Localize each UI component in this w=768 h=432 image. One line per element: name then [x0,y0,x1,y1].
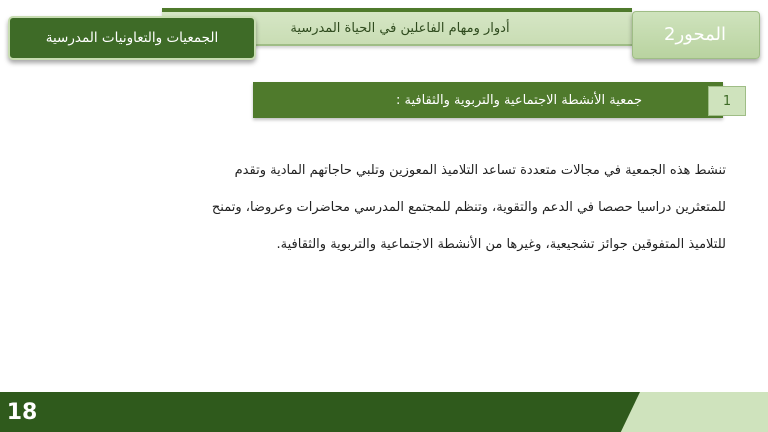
heading-number: 1 [708,86,746,116]
page-number: 18 [6,399,38,425]
section-title: الجمعيات والتعاونيات المدرسية [8,16,256,60]
heading-text: جمعية الأنشطة الاجتماعية والتربوية والثقافية : [395,92,642,108]
header-title: أدوار ومهام الفاعلين في الحياة المدرسية [290,20,510,36]
body-paragraph: تنشط هذه الجمعية في مجالات متعددة تساعد التلاميذ المعوزين وتلبي حاجاتهم المادية وتقدم للمتعثرين دراسيا حصصا في الدعم والتقوية، وتنظم للمجتمع المدرسي محاضرات وعروضا، وتمنح للتلاميذ المتفوقين جوائز تشجيعية، وغيرها من الأنشطة الاجتماعية والتربوية والثقافية. [211,163,726,252]
footer-dark-band [0,392,640,432]
axis-label: المحور2 [664,23,726,45]
